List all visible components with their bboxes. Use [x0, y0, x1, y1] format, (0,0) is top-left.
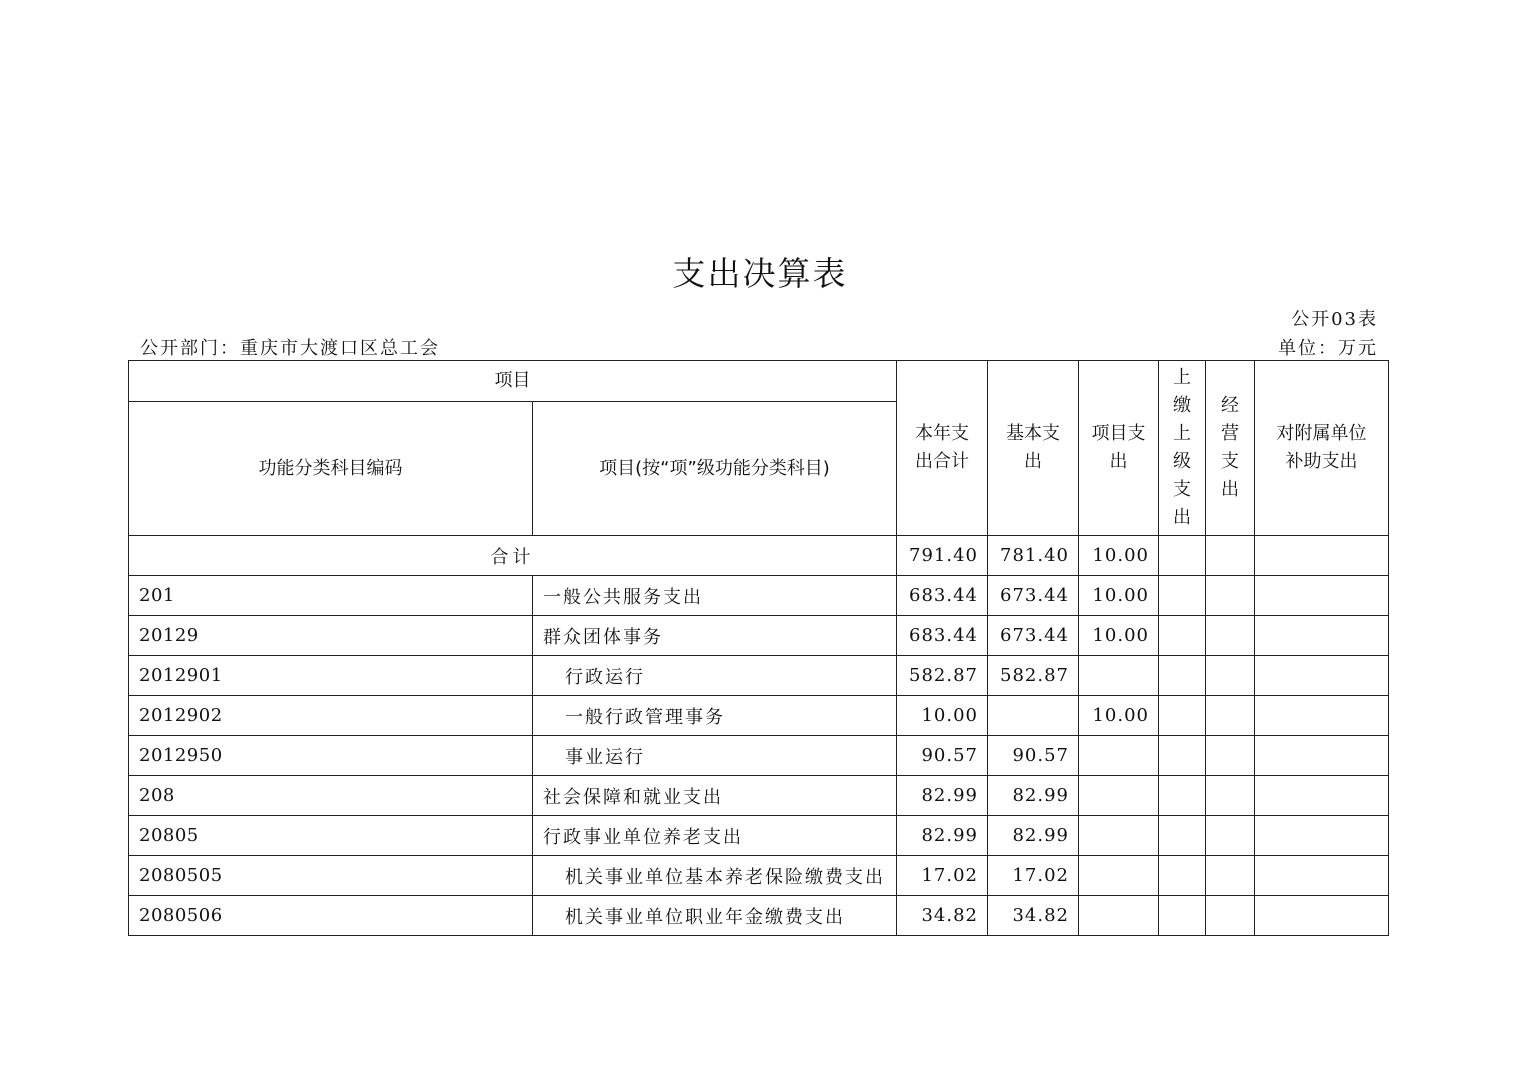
row-upper-level	[1159, 616, 1206, 656]
table-row	[129, 816, 1389, 856]
row-code: 2012902	[129, 696, 533, 736]
row-project-expenditure	[1079, 896, 1159, 936]
row-business	[1206, 656, 1255, 696]
row-code: 2080506	[129, 896, 533, 936]
row-name: 一般行政管理事务	[533, 696, 897, 736]
row-name: 机关事业单位基本养老保险缴费支出	[533, 856, 897, 896]
row-subsidy	[1255, 576, 1389, 616]
row-subsidy	[1255, 896, 1389, 936]
total-project-expenditure: 10.00	[1079, 536, 1159, 576]
row-subsidy	[1255, 776, 1389, 816]
row-subsidy	[1255, 816, 1389, 856]
header-upper-level: 上缴上级支出	[1159, 361, 1206, 536]
row-code: 201	[129, 576, 533, 616]
row-project-expenditure	[1079, 856, 1159, 896]
total-label: 合计	[129, 536, 897, 576]
header-subsidy: 对附属单位补助支出	[1255, 361, 1389, 536]
row-name: 事业运行	[533, 736, 897, 776]
row-subsidy	[1255, 696, 1389, 736]
row-upper-level	[1159, 896, 1206, 936]
header-project-expenditure: 项目支出	[1079, 361, 1159, 536]
row-subsidy	[1255, 616, 1389, 656]
row-code: 20129	[129, 616, 533, 656]
row-basic	[988, 696, 1079, 736]
total-amount: 791.40	[897, 536, 988, 576]
total-subsidy	[1255, 536, 1389, 576]
expenditure-table	[128, 360, 1389, 936]
row-project-expenditure	[1079, 736, 1159, 776]
table-row	[129, 616, 1389, 656]
row-name: 机关事业单位职业年金缴费支出	[533, 896, 897, 936]
table-row	[129, 736, 1389, 776]
row-basic: 673.44	[988, 576, 1079, 616]
row-name: 行政事业单位养老支出	[533, 816, 897, 856]
row-project-expenditure: 10.00	[1079, 616, 1159, 656]
row-code: 2012901	[129, 656, 533, 696]
row-basic: 582.87	[988, 656, 1079, 696]
row-business	[1206, 576, 1255, 616]
row-basic: 90.57	[988, 736, 1079, 776]
row-business	[1206, 616, 1255, 656]
total-business	[1206, 536, 1255, 576]
row-upper-level	[1159, 576, 1206, 616]
table-row	[129, 776, 1389, 816]
row-code: 20805	[129, 816, 533, 856]
row-upper-level	[1159, 816, 1206, 856]
row-total: 10.00	[897, 696, 988, 736]
row-subsidy	[1255, 656, 1389, 696]
row-subsidy	[1255, 736, 1389, 776]
header-project: 项目	[129, 361, 897, 402]
row-business	[1206, 896, 1255, 936]
row-project-expenditure: 10.00	[1079, 696, 1159, 736]
row-project-expenditure: 10.00	[1079, 576, 1159, 616]
table-row	[129, 576, 1389, 616]
row-upper-level	[1159, 776, 1206, 816]
header-code: 功能分类科目编码	[129, 402, 533, 536]
page-title: 支出决算表	[672, 254, 848, 293]
row-code: 2012950	[129, 736, 533, 776]
row-basic: 34.82	[988, 896, 1079, 936]
row-upper-level	[1159, 656, 1206, 696]
row-name: 群众团体事务	[533, 616, 897, 656]
total-basic: 781.40	[988, 536, 1079, 576]
row-total: 82.99	[897, 776, 988, 816]
table-row	[129, 696, 1389, 736]
header-business: 经营支出	[1206, 361, 1255, 536]
row-total: 582.87	[897, 656, 988, 696]
header-total: 本年支出合计	[897, 361, 988, 536]
row-total: 34.82	[897, 896, 988, 936]
row-business	[1206, 736, 1255, 776]
row-basic: 673.44	[988, 616, 1079, 656]
row-business	[1206, 696, 1255, 736]
row-subsidy	[1255, 856, 1389, 896]
row-name: 行政运行	[533, 656, 897, 696]
department-label: 公开部门：重庆市大渡口区总工会	[140, 338, 440, 359]
row-business	[1206, 856, 1255, 896]
row-project-expenditure	[1079, 656, 1159, 696]
table-number: 公开03表	[1291, 309, 1378, 330]
row-upper-level	[1159, 856, 1206, 896]
row-basic: 82.99	[988, 776, 1079, 816]
row-total: 82.99	[897, 816, 988, 856]
table-row	[129, 656, 1389, 696]
row-upper-level	[1159, 696, 1206, 736]
row-upper-level	[1159, 736, 1206, 776]
header-basic: 基本支出	[988, 361, 1079, 536]
row-business	[1206, 816, 1255, 856]
row-business	[1206, 776, 1255, 816]
row-project-expenditure	[1079, 816, 1159, 856]
row-code: 208	[129, 776, 533, 816]
total-row	[129, 536, 1389, 576]
row-name: 社会保障和就业支出	[533, 776, 897, 816]
row-total: 90.57	[897, 736, 988, 776]
row-name: 一般公共服务支出	[533, 576, 897, 616]
row-total: 17.02	[897, 856, 988, 896]
row-project-expenditure	[1079, 776, 1159, 816]
row-code: 2080505	[129, 856, 533, 896]
row-basic: 17.02	[988, 856, 1079, 896]
row-total: 683.44	[897, 616, 988, 656]
total-upper-level	[1159, 536, 1206, 576]
unit-label: 单位：万元	[1278, 338, 1378, 359]
row-total: 683.44	[897, 576, 988, 616]
row-basic: 82.99	[988, 816, 1079, 856]
header-item: 项目(按“项”级功能分类科目)	[533, 402, 897, 536]
table-row	[129, 856, 1389, 896]
table-row	[129, 896, 1389, 936]
